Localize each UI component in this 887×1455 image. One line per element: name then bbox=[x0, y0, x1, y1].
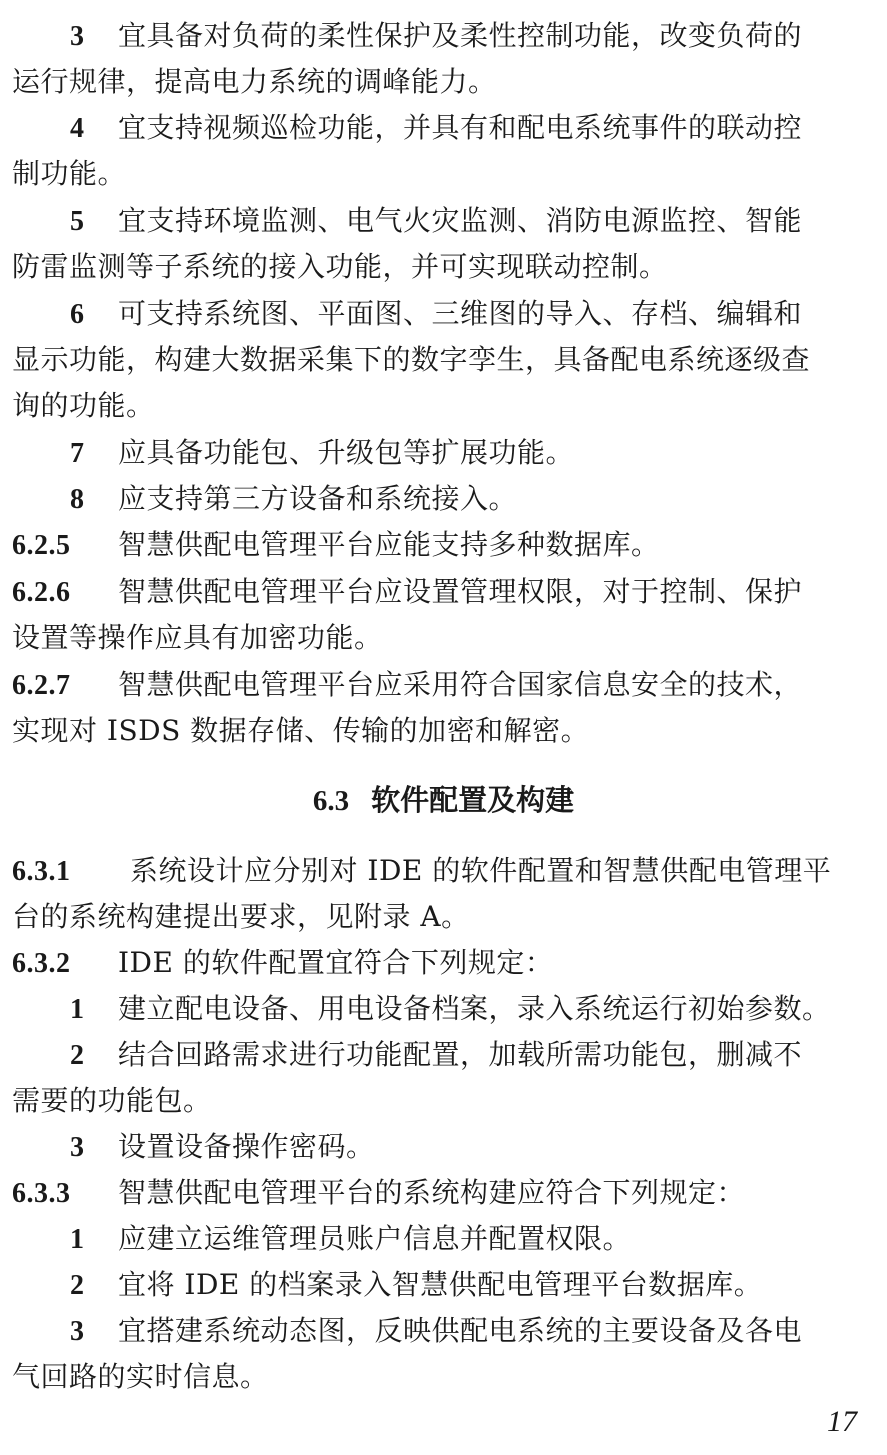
item-text: 宜支持视频巡检功能，并具有和配电系统事件的联动控 bbox=[118, 111, 803, 144]
item-number: 1 bbox=[70, 994, 85, 1025]
clause-6-3-1 bbox=[12, 848, 831, 894]
list-item-6-3-2-1 bbox=[70, 986, 831, 1032]
list-item-6-3-2-2-cont bbox=[12, 1078, 212, 1124]
list-item-6-3-3-1 bbox=[70, 1216, 631, 1262]
clause-6-3-1-cont bbox=[12, 894, 470, 940]
clause-6-2-7-cont bbox=[12, 708, 589, 754]
clause-number: 6.3.2 bbox=[12, 948, 71, 979]
item-text: 运行规律，提高电力系统的调峰能力。 bbox=[12, 65, 497, 98]
clause-text: IDE 的软件配置宜符合下列规定： bbox=[118, 946, 554, 979]
clause-number: 6.3.1 bbox=[12, 856, 71, 887]
clause-number: 6.3.3 bbox=[12, 1178, 71, 1209]
item-number: 8 bbox=[70, 484, 85, 515]
item-text: 建立配电设备、用电设备档案，录入系统运行初始参数。 bbox=[118, 992, 831, 1025]
clause-text: 系统设计应分别对 IDE 的软件配置和智慧供配电管理平 bbox=[130, 854, 832, 887]
item-text: 设置设备操作密码。 bbox=[118, 1130, 375, 1163]
list-item-4-cont bbox=[12, 151, 126, 197]
item-number: 6 bbox=[70, 299, 85, 330]
list-item-5-cont bbox=[12, 244, 668, 290]
clause-number: 6.2.6 bbox=[12, 577, 71, 608]
list-item-3-cont bbox=[12, 59, 497, 105]
page-number: 17 bbox=[827, 1405, 857, 1438]
item-number: 3 bbox=[70, 21, 85, 52]
item-number: 5 bbox=[70, 206, 85, 237]
item-text: 结合回路需求进行功能配置，加载所需功能包，删减不 bbox=[118, 1038, 803, 1071]
item-text: 防雷监测等子系统的接入功能，并可实现联动控制。 bbox=[12, 250, 668, 283]
item-text: 气回路的实时信息。 bbox=[12, 1360, 269, 1393]
item-text: 需要的功能包。 bbox=[12, 1084, 212, 1117]
list-item-6-cont bbox=[12, 337, 810, 383]
section-number: 6.3 bbox=[312, 785, 350, 817]
section-title: 软件配置及构建 bbox=[371, 783, 575, 817]
item-text: 应支持第三方设备和系统接入。 bbox=[118, 482, 518, 515]
clause-6-2-7 bbox=[12, 662, 802, 708]
clause-number: 6.2.7 bbox=[12, 670, 71, 701]
list-item-6-3-2-3 bbox=[70, 1124, 375, 1170]
clause-text: 智慧供配电管理平台应采用符合国家信息安全的技术， bbox=[118, 668, 803, 701]
item-number: 3 bbox=[70, 1132, 85, 1163]
list-item-7 bbox=[70, 430, 574, 476]
clause-6-2-6-cont bbox=[12, 615, 383, 661]
item-number: 2 bbox=[70, 1270, 85, 1301]
item-text: 宜将 IDE 的档案录入智慧供配电管理平台数据库。 bbox=[118, 1268, 763, 1301]
list-item-6-3-3-3 bbox=[70, 1308, 802, 1354]
clause-text: 智慧供配电管理平台应设置管理权限，对于控制、保护 bbox=[118, 575, 803, 608]
item-text: 应建立运维管理员账户信息并配置权限。 bbox=[118, 1222, 632, 1255]
item-text: 宜支持环境监测、电气火灾监测、消防电源监控、智能 bbox=[118, 204, 803, 237]
list-item-6-3-3-3-cont bbox=[12, 1354, 269, 1400]
item-number: 1 bbox=[70, 1224, 85, 1255]
list-item-5 bbox=[70, 198, 802, 244]
clause-text: 智慧供配电管理平台应能支持多种数据库。 bbox=[118, 528, 660, 561]
list-item-6 bbox=[70, 291, 802, 337]
item-number: 7 bbox=[70, 438, 85, 469]
item-text: 显示功能，构建大数据采集下的数字孪生，具备配电系统逐级查 bbox=[12, 343, 811, 376]
item-number: 4 bbox=[70, 113, 85, 144]
section-heading-6-3 bbox=[0, 777, 887, 823]
clause-text: 台的系统构建提出要求，见附录 A。 bbox=[12, 900, 470, 933]
clause-6-2-6 bbox=[12, 569, 802, 615]
item-text: 制功能。 bbox=[12, 157, 127, 190]
item-number: 3 bbox=[70, 1316, 85, 1347]
item-number: 2 bbox=[70, 1040, 85, 1071]
clause-6-2-5 bbox=[12, 522, 660, 568]
list-item-6-cont2 bbox=[12, 383, 155, 429]
clause-number: 6.2.5 bbox=[12, 530, 71, 561]
item-text: 宜搭建系统动态图，反映供配电系统的主要设备及各电 bbox=[118, 1314, 803, 1347]
clause-text: 智慧供配电管理平台的系统构建应符合下列规定： bbox=[118, 1176, 746, 1209]
list-item-6-3-3-2 bbox=[70, 1262, 762, 1308]
item-text: 宜具备对负荷的柔性保护及柔性控制功能，改变负荷的 bbox=[118, 19, 803, 52]
list-item-4 bbox=[70, 105, 802, 151]
item-text: 应具备功能包、升级包等扩展功能。 bbox=[118, 436, 575, 469]
item-text: 询的功能。 bbox=[12, 389, 155, 422]
item-text: 可支持系统图、平面图、三维图的导入、存档、编辑和 bbox=[118, 297, 803, 330]
list-item-3 bbox=[70, 13, 802, 59]
clause-6-3-3 bbox=[12, 1170, 745, 1216]
clause-6-3-2 bbox=[12, 940, 553, 986]
clause-text: 设置等操作应具有加密功能。 bbox=[12, 621, 383, 654]
list-item-6-3-2-2 bbox=[70, 1032, 802, 1078]
list-item-8 bbox=[70, 476, 517, 522]
clause-text: 实现对 ISDS 数据存储、传输的加密和解密。 bbox=[12, 714, 590, 747]
